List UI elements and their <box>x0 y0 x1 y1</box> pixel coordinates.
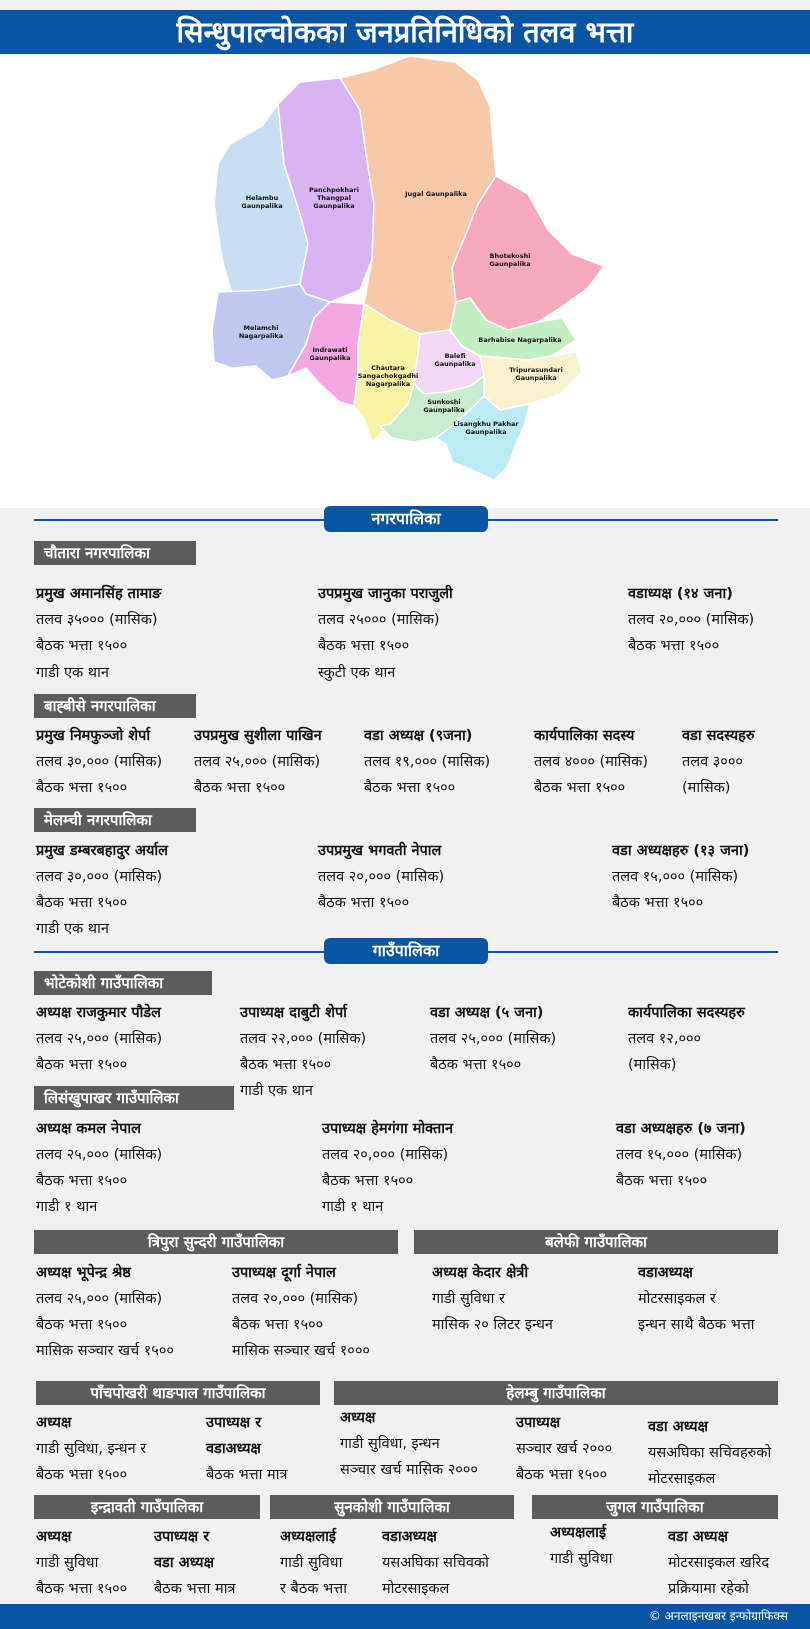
helambu-c1-line: सञ्चार खर्च मासिक २००० <box>340 1462 478 1478</box>
indrawati-c2-line: वडा अध्यक्ष <box>154 1555 214 1571</box>
muni-chautara-bar: चौतारा नगरपालिका <box>34 541 196 565</box>
indrawati-c1-title: अध्यक्ष <box>36 1529 72 1545</box>
muni-melamchi-bar: मेलम्ची नगरपालिका <box>34 808 196 832</box>
helambu-c2-line: बैठक भत्ता १५०० <box>516 1467 608 1483</box>
map-label-tripura: Tripurasundari Gaunpalika <box>509 366 563 382</box>
melamchi-c3-line: तलव १५,००० (मासिक) <box>612 869 739 885</box>
indrawati-c2-title: उपाध्यक्ष र <box>154 1529 210 1545</box>
tripura-c2-title: उपाध्यक्ष दूर्गा नेपाल <box>232 1265 336 1281</box>
map-label-jugal: Jugal Gaunpalika <box>405 190 467 198</box>
lisangkhu-c3-title: वडा अध्यक्षहरु (७ जना) <box>616 1121 746 1137</box>
lisangkhu-c1-line: बैठक भत्ता १५०० <box>36 1173 128 1189</box>
sunkoshi-c2-line: यसअघिका सचिवको <box>382 1555 489 1571</box>
lisangkhu-c3-line: तलव १५,००० (मासिक) <box>616 1147 743 1163</box>
bhotekoshi-c1-line: बैठक भत्ता १५०० <box>36 1057 128 1073</box>
sunkoshi-c1-line: र बैठक भत्ता <box>280 1581 347 1597</box>
panchpokhari-c1-line: बैठक भत्ता १५०० <box>36 1467 128 1483</box>
tripura-c1-line: मासिक सञ्चार खर्च १५०० <box>36 1343 174 1359</box>
melamchi-c1-title: प्रमुख डम्बरबहादुर अर्याल <box>36 843 168 859</box>
muni-jugal-bar: जुगल गाउँपालिका <box>532 1495 778 1519</box>
bhotekoshi-c3-line: तलव २५,००० (मासिक) <box>430 1031 557 1047</box>
barhabise-c3-line: बैठक भत्ता १५०० <box>364 780 456 796</box>
helambu-c1-title: अध्यक्ष <box>340 1410 376 1426</box>
chautara-c2-line: तलव २५००० (मासिक) <box>318 612 440 628</box>
map-label-helambu: Helambu Gaunpalika <box>241 194 283 210</box>
barhabise-c2-title: उपप्रमुख सुशीला पाखिन <box>194 728 322 744</box>
map-label-lisang: Lisangkhu Pakhar Gaunpalika <box>453 420 519 436</box>
muni-bhotekoshi-bar: भोटेकोशी गाउँपालिका <box>34 971 212 995</box>
chautara-c1-line: तलव ३५००० (मासिक) <box>36 612 158 628</box>
section-pill: गाउँपालिका <box>324 938 488 964</box>
footer-credit: © अनलाइनखबर इन्फोग्राफिक्स <box>0 1604 810 1629</box>
district-map <box>0 54 810 508</box>
section-nagarpalika <box>34 506 778 532</box>
page-title: सिन्धुपाल्चोकका जनप्रतिनिधिको तलव भत्ता <box>0 10 810 54</box>
bhotekoshi-c3-line: बैठक भत्ता १५०० <box>430 1057 522 1073</box>
bhotekoshi-c1-title: अध्यक्ष राजकुमार पौडेल <box>36 1005 161 1021</box>
section-gaunpalika <box>34 938 778 964</box>
muni-sunkoshi-bar: सुनकोशी गाउँपालिका <box>270 1495 514 1519</box>
panchpokhari-c2-title: उपाध्यक्ष र <box>206 1415 262 1431</box>
map-label-balefi: Balefi Gaunpalika <box>434 352 476 368</box>
map-label-bhote: Bhotekoshi Gaunpalika <box>489 252 531 268</box>
indrawati-c1-line: बैठक भत्ता १५०० <box>36 1581 128 1597</box>
indrawati-c2-line: बैठक भत्ता मात्र <box>154 1581 236 1597</box>
lisangkhu-c1-title: अध्यक्ष कमल नेपाल <box>36 1121 141 1137</box>
indrawati-c1-line: गाडी सुविधा <box>36 1555 99 1571</box>
sunkoshi-c2-title: वडाअध्यक्ष <box>382 1529 437 1545</box>
balefi-c1-line: मासिक २० लिटर इन्धन <box>432 1317 553 1333</box>
balefi-c2-line: इन्धन साथै बैठक भत्ता <box>638 1317 755 1333</box>
tripura-c2-line: तलव २०,००० (मासिक) <box>232 1291 359 1307</box>
jugal-c2-title: वडा अध्यक्ष <box>668 1529 728 1545</box>
muni-balefi-bar: बलेफी गाउँपालिका <box>414 1230 778 1254</box>
lisangkhu-c2-line: बैठक भत्ता १५०० <box>322 1173 414 1189</box>
barhabise-c1-title: प्रमुख निमफुञ्जो शेर्पा <box>36 728 151 744</box>
sunkoshi-c1-line: गाडी सुविधा <box>280 1555 343 1571</box>
helambu-c3-line: मोटरसाइकल <box>648 1471 716 1487</box>
chautara-c1-line: बैठक भत्ता १५०० <box>36 638 128 654</box>
muni-panchpokhari-bar: पाँचपोखरी थाङपाल गाउँपालिका <box>36 1381 320 1405</box>
chautara-c3-line: बैठक भत्ता १५०० <box>628 638 720 654</box>
barhabise-c3-title: वडा अध्यक्ष (९जना) <box>364 728 473 744</box>
muni-helambu-bar: हेलम्बु गाउँपालिका <box>334 1381 778 1405</box>
lisangkhu-c3-line: बैठक भत्ता १५०० <box>616 1173 708 1189</box>
barhabise-c4-line: बैठक भत्ता १५०० <box>534 780 626 796</box>
balefi-c1-title: अध्यक्ष केदार क्षेत्री <box>432 1265 529 1281</box>
barhabise-c5-title: वडा सदस्यहरु <box>682 728 755 744</box>
melamchi-c1-line: गाडी एक थान <box>36 921 109 937</box>
barhabise-c2-line: तलव २५,००० (मासिक) <box>194 754 321 770</box>
melamchi-c2-line: बैठक भत्ता १५०० <box>318 895 410 911</box>
barhabise-c3-line: तलव १९,००० (मासिक) <box>364 754 491 770</box>
map-label-sunkoshi: Sunkoshi Gaunpalika <box>423 398 465 414</box>
chautara-c1-line: गाडी एक थान <box>36 665 109 681</box>
helambu-c2-line: सञ्चार खर्च २००० <box>516 1441 613 1457</box>
chautara-c3-title: वडाध्यक्ष (१४ जना) <box>628 586 733 602</box>
tripura-c1-title: अध्यक्ष भूपेन्द्र श्रेष्ठ <box>36 1265 131 1281</box>
helambu-c3-title: वडा अध्यक्ष <box>648 1419 708 1435</box>
tripura-c2-line: बैठक भत्ता १५०० <box>232 1317 324 1333</box>
muni-indrawati-bar: इन्द्रावती गाउँपालिका <box>34 1495 260 1519</box>
melamchi-c3-line: बैठक भत्ता १५०० <box>612 895 704 911</box>
chautara-c2-line: स्कुटी एक थान <box>318 665 396 681</box>
helambu-c2-title: उपाध्यक्ष <box>516 1415 561 1431</box>
bhotekoshi-c4-line: (मासिक) <box>628 1057 677 1073</box>
barhabise-c5-line: तलव ३००० <box>682 754 743 770</box>
muni-lisangkhu-bar: लिसंखुपाखर गाउँपालिका <box>34 1086 234 1110</box>
chautara-c3-line: तलव २०,००० (मासिक) <box>628 612 755 628</box>
muni-tripura-bar: त्रिपुरा सुन्दरी गाउँपालिका <box>34 1230 398 1254</box>
barhabise-c1-line: तलव ३०,००० (मासिक) <box>36 754 163 770</box>
tripura-c2-line: मासिक सञ्चार खर्च १००० <box>232 1343 370 1359</box>
section-pill: नगरपालिका <box>324 506 488 532</box>
lisangkhu-c2-line: तलव २०,००० (मासिक) <box>322 1147 449 1163</box>
bhotekoshi-c3-title: वडा अध्यक्ष (५ जना) <box>430 1005 544 1021</box>
barhabise-c2-line: बैठक भत्ता १५०० <box>194 780 286 796</box>
helambu-c3-line: यसअघिका सचिवहरुको <box>648 1445 772 1461</box>
map-label-melamchi: Melamchi Nagarpalika <box>238 324 284 340</box>
bhotekoshi-c4-line: तलव १२,००० <box>628 1031 702 1047</box>
lisangkhu-c2-line: गाडी १ थान <box>322 1199 384 1215</box>
bhotekoshi-c2-line: बैठक भत्ता १५०० <box>240 1057 332 1073</box>
melamchi-c2-line: तलव २०,००० (मासिक) <box>318 869 445 885</box>
muni-barhabise-bar: बाह्बीसे नगरपालिका <box>34 694 196 718</box>
map-label-indra: Indrawati Gaunpalika <box>309 346 351 362</box>
helambu-c1-line: गाडी सुविधा, इन्धन <box>340 1436 440 1452</box>
bhotekoshi-c1-line: तलव २५,००० (मासिक) <box>36 1031 163 1047</box>
map-label-chautara: Chautara Sangachokgadhi Nagarpalika <box>357 364 419 388</box>
barhabise-c1-line: बैठक भत्ता १५०० <box>36 780 128 796</box>
melamchi-c1-line: बैठक भत्ता १५०० <box>36 895 128 911</box>
balefi-c2-title: वडाअध्यक्ष <box>638 1265 693 1281</box>
panchpokhari-c1-title: अध्यक्ष <box>36 1415 72 1431</box>
panchpokhari-c2-line: वडाअध्यक्ष <box>206 1441 261 1457</box>
bhotekoshi-c2-line: तलव २२,००० (मासिक) <box>240 1031 367 1047</box>
melamchi-c2-title: उपप्रमुख भगवती नेपाल <box>318 843 442 859</box>
melamchi-c3-title: वडा अध्यक्षहरु (१३ जना) <box>612 843 750 859</box>
sunkoshi-c1-title: अध्यक्षलाई <box>280 1529 337 1545</box>
barhabise-c4-line: तलव ४००० (मासिक) <box>534 754 648 770</box>
barhabise-c4-title: कार्यपालिका सदस्य <box>534 728 635 744</box>
panchpokhari-c2-line: बैठक भत्ता मात्र <box>206 1467 288 1483</box>
melamchi-c1-line: तलव ३०,००० (मासिक) <box>36 869 163 885</box>
lisangkhu-c1-line: तलव २५,००० (मासिक) <box>36 1147 163 1163</box>
bhotekoshi-c4-title: कार्यपालिका सदस्यहरु <box>628 1005 745 1021</box>
jugal-c1-line: गाडी सुविधा <box>550 1551 613 1567</box>
chautara-c1-title: प्रमुख अमानसिंह तामाङ <box>36 586 162 602</box>
jugal-c2-line: प्रक्रियामा रहेको <box>668 1581 749 1597</box>
barhabise-c5-line: (मासिक) <box>682 780 731 796</box>
panchpokhari-c1-line: गाडी सुविधा, इन्धन र <box>36 1441 147 1457</box>
balefi-c2-line: मोटरसाइकल र <box>638 1291 716 1307</box>
chautara-c2-line: बैठक भत्ता १५०० <box>318 638 410 654</box>
chautara-c2-title: उपप्रमुख जानुका पराजुली <box>318 586 453 602</box>
map-label-barha: Barhabise Nagarpalika <box>478 336 562 344</box>
map-label-panch: Panchpokhari Thangpal Gaunpalika <box>309 186 359 210</box>
lisangkhu-c2-title: उपाध्यक्ष हेमगंगा मोक्तान <box>322 1121 454 1137</box>
tripura-c1-line: तलव २५,००० (मासिक) <box>36 1291 163 1307</box>
balefi-c1-line: गाडी सुविधा र <box>432 1291 505 1307</box>
bhotekoshi-c2-title: उपाध्यक्ष दाबुटी शेर्पा <box>240 1005 347 1021</box>
bhotekoshi-c2-line: गाडी एक थान <box>240 1083 313 1099</box>
tripura-c1-line: बैठक भत्ता १५०० <box>36 1317 128 1333</box>
map-svg <box>0 54 810 508</box>
jugal-c2-line: मोटरसाइकल खरिद <box>668 1555 770 1571</box>
sunkoshi-c2-line: मोटरसाइकल <box>382 1581 450 1597</box>
lisangkhu-c1-line: गाडी १ थान <box>36 1199 98 1215</box>
jugal-c1-title: अध्यक्षलाई <box>550 1525 607 1541</box>
